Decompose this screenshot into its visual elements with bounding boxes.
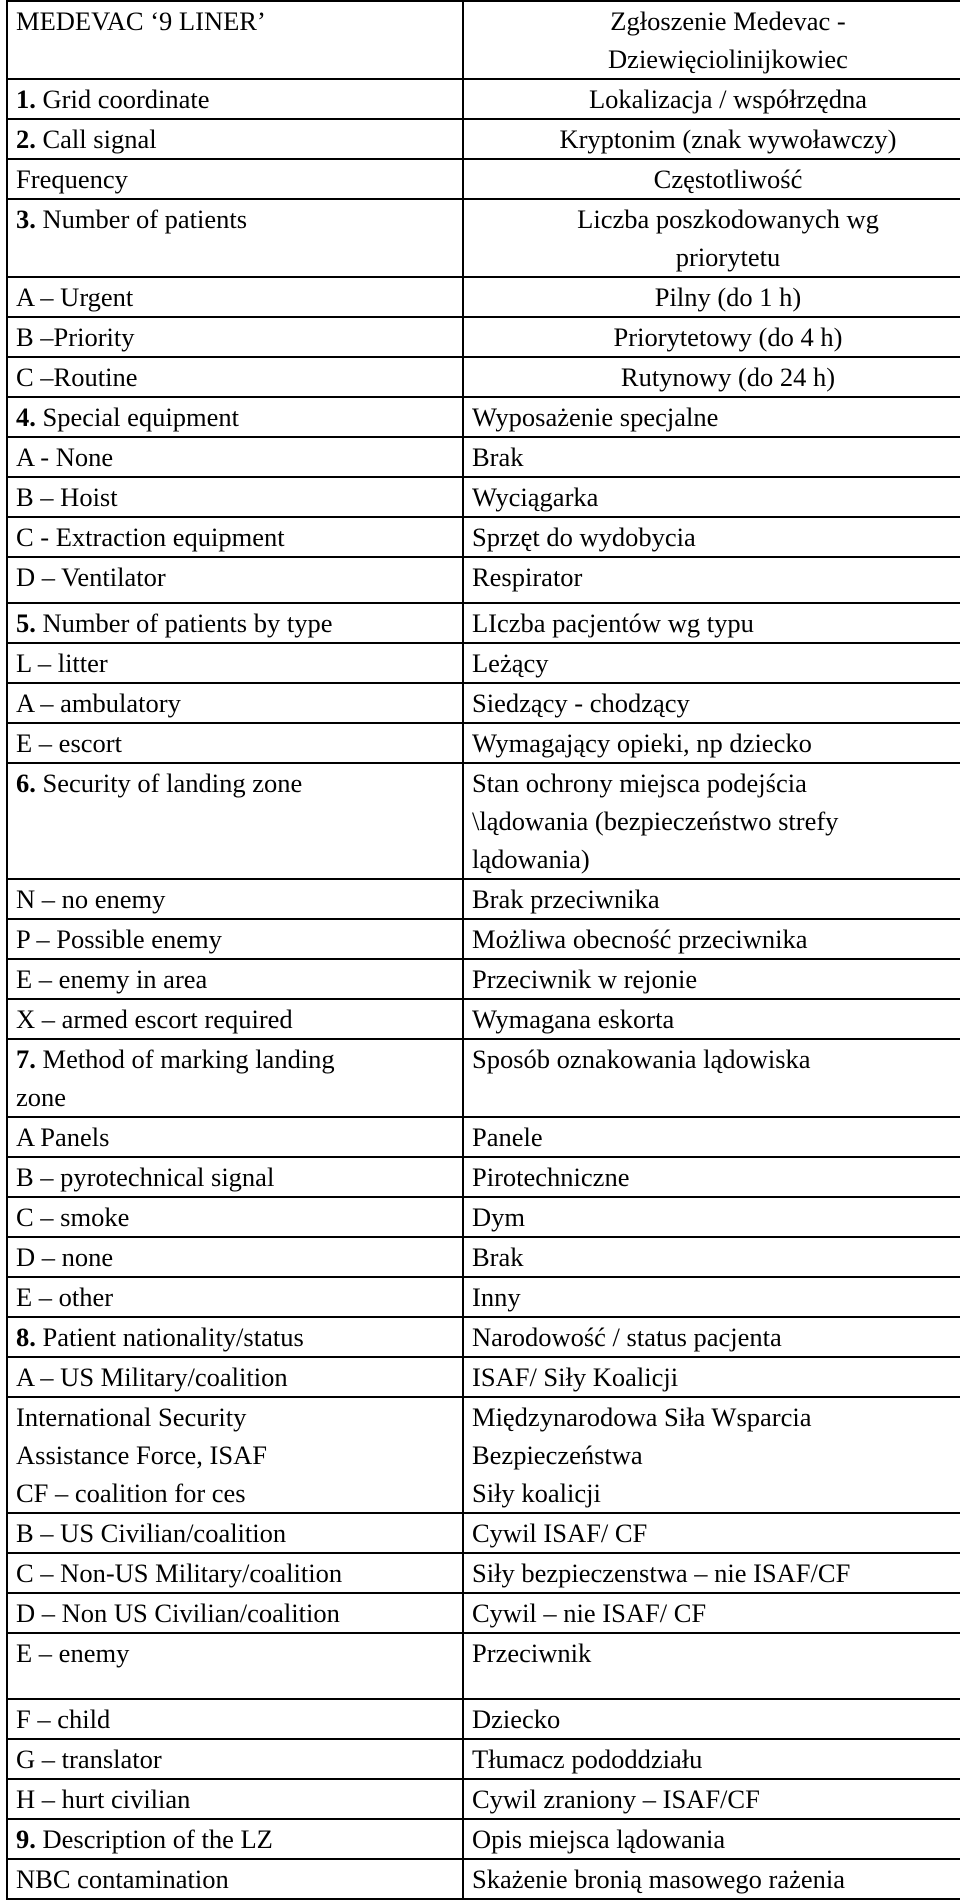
english-term: B – US Civilian/coalition	[16, 1518, 287, 1548]
polish-term-cell	[463, 517, 960, 557]
polish-term-cell	[463, 1237, 960, 1277]
english-term: G – translator	[16, 1744, 162, 1774]
english-term-cell	[7, 1197, 463, 1237]
english-term: Method of marking landing zone	[16, 1044, 335, 1112]
polish-term-cell	[463, 1117, 960, 1157]
english-term: A – Urgent	[16, 282, 134, 312]
english-term: A – ambulatory	[16, 688, 181, 718]
english-term: A - None	[16, 442, 114, 472]
polish-term-cell	[463, 999, 960, 1039]
polish-term: Cywil – nie ISAF/ CF	[472, 1598, 707, 1628]
polish-term: Siedzący - chodzący	[472, 688, 690, 718]
polish-term: Rutynowy (do 24 h)	[620, 362, 836, 392]
english-term-cell	[7, 919, 463, 959]
polish-term: Wyciągarka	[472, 482, 599, 512]
polish-term: Przeciwnik	[472, 1638, 592, 1668]
english-term-cell	[7, 999, 463, 1039]
polish-term-cell	[463, 643, 960, 683]
english-term: L – litter	[16, 648, 108, 678]
table-row	[7, 477, 960, 517]
polish-term: Panele	[472, 1122, 543, 1152]
polish-term-cell	[463, 1317, 960, 1357]
polish-term: Lokalizacja / współrzędna	[588, 84, 868, 114]
polish-term: Pirotechniczne	[472, 1162, 630, 1192]
english-term: X – armed escort required	[16, 1004, 293, 1034]
table-row	[7, 1779, 960, 1819]
english-term-cell	[7, 603, 463, 643]
table-row	[7, 1197, 960, 1237]
table-row	[7, 79, 960, 119]
polish-term-cell	[463, 1699, 960, 1739]
polish-term: Respirator	[472, 562, 583, 592]
polish-term-cell	[463, 1357, 960, 1397]
english-term: E – enemy in area	[16, 964, 208, 994]
english-term-cell	[7, 1739, 463, 1779]
polish-term: Zgłoszenie Medevac - Dziewięciolinijkowiec	[608, 6, 848, 74]
polish-term: Brak przeciwnika	[472, 884, 660, 914]
polish-term: Wymagający opieki, np dziecko	[472, 728, 812, 758]
english-term-cell	[7, 1397, 463, 1513]
english-term: D – Non US Civilian/coalition	[16, 1598, 340, 1628]
english-term: International Security Assistance Force, ISAF CF – coalition for ces	[16, 1402, 267, 1508]
english-term: A – US Military/coalition	[16, 1362, 288, 1392]
table-row	[7, 397, 960, 437]
polish-term-cell	[463, 317, 960, 357]
english-term: D – none	[16, 1242, 114, 1272]
table-row	[7, 517, 960, 557]
table-row	[7, 199, 960, 277]
polish-term-cell	[463, 1553, 960, 1593]
english-term-cell	[7, 643, 463, 683]
polish-term-cell	[463, 1397, 960, 1513]
english-term-cell	[7, 159, 463, 199]
english-term: B –Priority	[16, 322, 135, 352]
english-term: C - Extraction equipment	[16, 522, 285, 552]
line-number: 9.	[16, 1824, 36, 1854]
polish-term-cell	[463, 1779, 960, 1819]
polish-term-cell	[463, 1277, 960, 1317]
table-row	[7, 1237, 960, 1277]
polish-term-cell	[463, 1593, 960, 1633]
polish-term: Brak	[472, 1242, 524, 1272]
polish-term: Wymagana eskorta	[472, 1004, 675, 1034]
polish-term-cell	[463, 919, 960, 959]
polish-term: Dym	[472, 1202, 525, 1232]
medevac-9-liner-table	[6, 0, 960, 1900]
table-row	[7, 317, 960, 357]
polish-term: LIczba pacjentów wg typu	[472, 608, 754, 638]
table-row	[7, 277, 960, 317]
line-number: 1.	[16, 84, 36, 114]
polish-term-cell	[463, 959, 960, 999]
english-term-cell	[7, 1277, 463, 1317]
table-row	[7, 603, 960, 643]
table-row	[7, 1739, 960, 1779]
table-row	[7, 1633, 960, 1699]
english-term: E – escort	[16, 728, 122, 758]
english-term-cell	[7, 763, 463, 879]
english-term: Special equipment	[35, 402, 239, 432]
table-row	[7, 643, 960, 683]
english-term: NBC contamination	[16, 1864, 229, 1894]
english-term: Number of patients by type	[35, 608, 333, 638]
english-term-cell	[7, 1593, 463, 1633]
polish-term: Inny	[472, 1282, 521, 1312]
english-term: Security of landing zone	[35, 768, 303, 798]
english-term: Patient nationality/status	[35, 1322, 304, 1352]
english-term-cell	[7, 517, 463, 557]
polish-term: Tłumacz pododdziału	[472, 1744, 703, 1774]
table-row	[7, 1819, 960, 1859]
english-term-cell	[7, 1699, 463, 1739]
line-number: 5.	[16, 608, 36, 638]
polish-term: Przeciwnik w rejonie	[472, 964, 698, 994]
english-term-cell	[7, 437, 463, 477]
english-term: MEDEVAC ‘9 LINER’	[16, 6, 266, 36]
table-row	[7, 437, 960, 477]
polish-term: Częstotliwość	[653, 164, 803, 194]
english-term: D – Ventilator	[16, 562, 166, 592]
english-term-cell	[7, 1819, 463, 1859]
polish-term: Narodowość / status pacjenta	[472, 1322, 782, 1352]
polish-term-cell	[463, 1739, 960, 1779]
polish-term: Dziecko	[472, 1704, 561, 1734]
english-term-cell	[7, 1117, 463, 1157]
english-term-cell	[7, 1317, 463, 1357]
table-row	[7, 1317, 960, 1357]
table-body	[7, 1, 960, 1899]
english-term-cell	[7, 1633, 463, 1699]
english-term-cell	[7, 1, 463, 79]
polish-term-cell	[463, 477, 960, 517]
table-row	[7, 919, 960, 959]
line-number: 2.	[16, 124, 36, 154]
polish-term: Opis miejsca lądowania	[472, 1824, 726, 1854]
polish-term-cell	[463, 199, 960, 277]
table-row	[7, 159, 960, 199]
english-term-cell	[7, 959, 463, 999]
english-term-cell	[7, 557, 463, 603]
english-term: N – no enemy	[16, 884, 166, 914]
polish-term-cell	[463, 603, 960, 643]
english-term-cell	[7, 477, 463, 517]
table-row	[7, 999, 960, 1039]
english-term-cell	[7, 397, 463, 437]
english-term-cell	[7, 723, 463, 763]
english-term: P – Possible enemy	[16, 924, 222, 954]
polish-term: Możliwa obecność przeciwnika	[472, 924, 808, 954]
english-term: C – smoke	[16, 1202, 130, 1232]
english-term: B – pyrotechnical signal	[16, 1162, 275, 1192]
polish-term: Sprzęt do wydobycia	[472, 522, 696, 552]
polish-term-cell	[463, 277, 960, 317]
polish-term: Leżący	[472, 648, 549, 678]
polish-term: Cywil ISAF/ CF	[472, 1518, 648, 1548]
english-term-cell	[7, 1157, 463, 1197]
polish-term: Kryptonim (znak wywoławczy)	[559, 124, 897, 154]
polish-term-cell	[463, 79, 960, 119]
english-term: C – Non-US Military/coalition	[16, 1558, 343, 1588]
polish-term-cell	[463, 1513, 960, 1553]
polish-term-cell	[463, 357, 960, 397]
english-term: H – hurt civilian	[16, 1784, 191, 1814]
table-row	[7, 959, 960, 999]
english-term-cell	[7, 199, 463, 277]
polish-term-cell	[463, 159, 960, 199]
english-term: Grid coordinate	[35, 84, 210, 114]
english-term: A Panels	[16, 1122, 110, 1152]
table-row	[7, 119, 960, 159]
english-term: Number of patients	[35, 204, 248, 234]
table-row	[7, 357, 960, 397]
table-row	[7, 1277, 960, 1317]
polish-term: Priorytetowy (do 4 h)	[613, 322, 843, 352]
polish-term: Brak	[472, 442, 524, 472]
polish-term-cell	[463, 119, 960, 159]
polish-term-cell	[463, 397, 960, 437]
table-row	[7, 763, 960, 879]
english-term: E – other	[16, 1282, 114, 1312]
polish-term: Pilny (do 1 h)	[654, 282, 802, 312]
english-term-cell	[7, 79, 463, 119]
table-row	[7, 1593, 960, 1633]
polish-term-cell	[463, 1, 960, 79]
polish-term-cell	[463, 763, 960, 879]
table-row	[7, 1039, 960, 1117]
table-row	[7, 1157, 960, 1197]
line-number: 8.	[16, 1322, 36, 1352]
table-row	[7, 1397, 960, 1513]
polish-term: Stan ochrony miejsca podejścia \lądowania (bezpieczeństwo strefy lądowania)	[472, 768, 839, 874]
polish-term: ISAF/ Siły Koalicji	[472, 1362, 679, 1392]
polish-term: Skażenie bronią masowego rażenia	[472, 1864, 846, 1894]
english-term-cell	[7, 1357, 463, 1397]
polish-term-cell	[463, 1819, 960, 1859]
line-number: 7.	[16, 1044, 36, 1074]
polish-term-cell	[463, 1197, 960, 1237]
table-row	[7, 1699, 960, 1739]
table-row	[7, 1357, 960, 1397]
table-row	[7, 557, 960, 603]
english-term-cell	[7, 879, 463, 919]
english-term: Call signal	[35, 124, 157, 154]
english-term-cell	[7, 317, 463, 357]
english-term: F – child	[16, 1704, 111, 1734]
line-number: 3.	[16, 204, 36, 234]
polish-term-cell	[463, 723, 960, 763]
english-term-cell	[7, 683, 463, 723]
polish-term-cell	[463, 1039, 960, 1117]
english-term: Description of the LZ	[35, 1824, 273, 1854]
table-row	[7, 1859, 960, 1899]
polish-term-cell	[463, 557, 960, 603]
table-row	[7, 879, 960, 919]
english-term-cell	[7, 1859, 463, 1899]
english-term-cell	[7, 1779, 463, 1819]
english-term: E – enemy	[16, 1638, 130, 1668]
english-term-cell	[7, 1553, 463, 1593]
english-term-cell	[7, 357, 463, 397]
table-row	[7, 723, 960, 763]
polish-term-cell	[463, 683, 960, 723]
english-term: Frequency	[16, 164, 128, 194]
polish-term: Międzynarodowa Siła Wsparcia Bezpieczeństwa Siły koalicji	[472, 1402, 812, 1508]
table-row	[7, 1513, 960, 1553]
polish-term-cell	[463, 1859, 960, 1899]
english-term-cell	[7, 277, 463, 317]
table-row	[7, 1117, 960, 1157]
english-term: B – Hoist	[16, 482, 118, 512]
polish-term: Sposób oznakowania lądowiska	[472, 1044, 811, 1074]
table-row	[7, 1, 960, 79]
polish-term: Liczba poszkodowanych wg priorytetu	[577, 204, 879, 272]
english-term-cell	[7, 1237, 463, 1277]
polish-term: Wyposażenie specjalne	[472, 402, 719, 432]
polish-term-cell	[463, 437, 960, 477]
polish-term-cell	[463, 879, 960, 919]
table-row	[7, 1553, 960, 1593]
polish-term-cell	[463, 1633, 960, 1699]
table-row	[7, 683, 960, 723]
line-number: 4.	[16, 402, 36, 432]
english-term: C –Routine	[16, 362, 138, 392]
polish-term: Siły bezpieczenstwa – nie ISAF/CF	[472, 1558, 851, 1588]
english-term-cell	[7, 1513, 463, 1553]
polish-term: Cywil zraniony – ISAF/CF	[472, 1784, 760, 1814]
english-term-cell	[7, 119, 463, 159]
english-term-cell	[7, 1039, 463, 1117]
line-number: 6.	[16, 768, 36, 798]
polish-term-cell	[463, 1157, 960, 1197]
